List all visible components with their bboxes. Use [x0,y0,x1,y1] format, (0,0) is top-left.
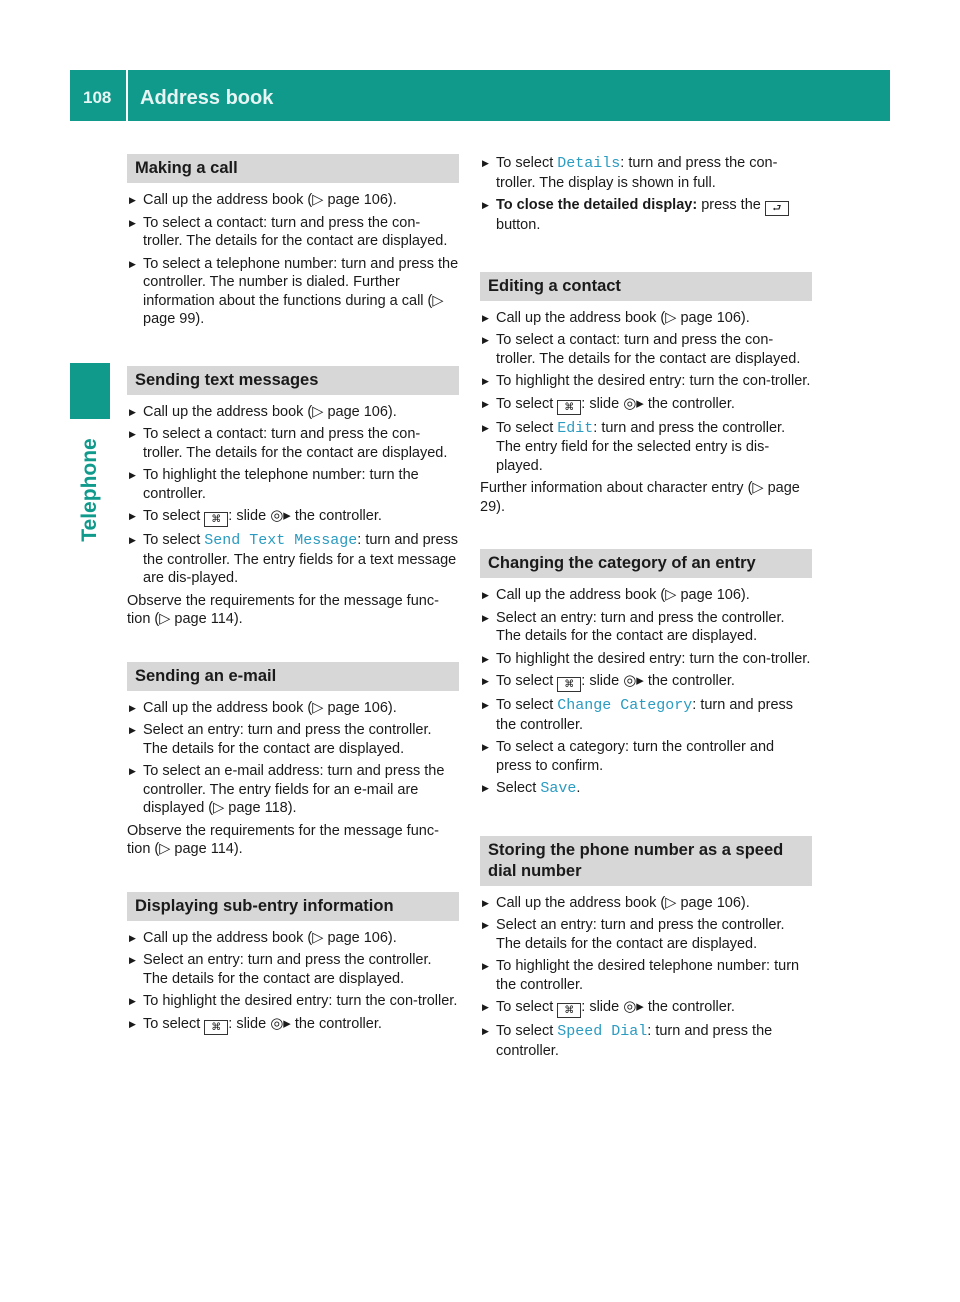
step: ▶ Call up the address book (▷ page 106). [127,699,459,718]
section-speed-dial [480,836,812,1061]
note: Further information about character entry (▷ page 29). [480,480,800,515]
step: ▶ To select a contact: turn and press the con-troller. The details for the contact are displayed. [127,214,459,251]
menu-item-send-text-message: Send Text Message [204,532,358,549]
menu-item-edit: Edit [557,419,594,437]
telephone-key-icon: ⌘ [204,1020,228,1035]
step: ▶ Call up the address book (▷ page 106). [127,929,459,948]
step: ▶ Call up the address book (▷ page 106). [480,586,812,605]
left-column [127,154,459,1039]
telephone-key-icon: ⌘ [204,512,228,527]
side-tab-text: Telephone [78,438,101,542]
telephone-key-icon: ⌘ [557,400,581,415]
step: ▶ To select an e-mail address: turn and press the controller. The entry fields for an e-mail are displayed (▷ page 118). [127,762,459,818]
section-title: Changing the category of an entry [480,549,812,578]
step: ▶ Call up the address book (▷ page 106). [480,894,812,913]
step: ▶ Call up the address book (▷ page 106). [127,191,459,210]
section-sending-text [127,366,459,629]
section-making-call [127,154,459,329]
step: ▶ To close the detailed display: press the ⮐ button. [480,196,812,235]
side-tab-marker [70,363,110,419]
menu-item-speed-dial: Speed Dial [557,1023,648,1040]
side-tab-label [70,425,110,555]
step: ▶ To highlight the desired entry: turn the con-troller. [480,372,812,391]
section-changing-category [480,549,812,799]
telephone-key-icon: ⌘ [557,1003,581,1018]
step: ▶ Select an entry: turn and press the controller. The details for the contact are displayed. [480,609,812,646]
controller-slide-icon: ◎▸ [623,672,644,689]
step: ▶ Select Save. [480,779,812,799]
controller-slide-icon: ◎▸ [270,507,291,524]
step: ▶ To select a category: turn the controller and press to confirm. [480,738,812,775]
page-title: Address book [140,87,274,109]
step: ▶ To select Send Text Message: turn and press the controller. The entry fields for a text message are dis-played. [127,531,459,588]
step: ▶ To select a contact: turn and press the con-troller. The details for the contact are displayed. [127,425,459,462]
step: ▶ Select an entry: turn and press the controller. The details for the contact are displayed. [480,916,812,953]
section-editing-contact [480,272,812,517]
section-title: Displaying sub-entry information [127,892,459,921]
section-title: Sending text messages [127,366,459,395]
header-divider [126,70,128,121]
menu-item-change-category: Change Category [557,697,693,714]
step: ▶ Call up the address book (▷ page 106). [480,309,812,328]
step: ▶ To select Edit: turn and press the controller. The entry field for the selected entry is dis-played. [480,419,812,476]
controller-slide-icon: ◎▸ [623,394,644,412]
step: ▶ To select Speed Dial: turn and press the controller. [480,1022,812,1060]
page-header [70,70,890,121]
step: ▶ Select an entry: turn and press the controller. The details for the contact are displayed. [127,721,459,758]
page-number: 108 [83,88,112,107]
step: ▶ Select an entry: turn and press the controller. The details for the contact are displayed. [127,951,459,988]
step: ▶ To highlight the desired entry: turn the con-troller. [480,650,812,669]
section-title: Making a call [127,154,459,183]
step: ▶ To highlight the desired telephone number: turn the controller. [480,957,812,994]
menu-item-save: Save [540,780,577,797]
step: ▶ To select ⌘ : slide ◎▸ the controller. [127,1015,459,1035]
step: ▶ To highlight the desired entry: turn the con-troller. [127,992,459,1011]
controller-slide-icon: ◎▸ [623,998,644,1015]
step: ▶ To highlight the telephone number: turn the controller. [127,466,459,503]
step: ▶ To select Change Category: turn and press the controller. [480,696,812,734]
note: Observe the requirements for the message func-tion (▷ page 114). [127,822,439,857]
section-sending-email [127,662,459,859]
section-title: Editing a contact [480,272,812,301]
section-title: Storing the phone number as a speed dial number [480,836,812,886]
right-column [480,154,812,1064]
back-key-icon: ⮐ [765,201,789,216]
menu-item-details: Details [557,155,621,172]
step: ▶ To select ⌘ : slide ◎▸ the controller. [127,507,459,527]
step: ▶ Call up the address book (▷ page 106). [127,403,459,422]
section-sub-entry [127,892,459,1035]
step: ▶ To select a contact: turn and press the con-troller. The details for the contact are displayed. [480,331,812,368]
section-title: Sending an e-mail [127,662,459,691]
step: ▶ To select a telephone number: turn and press the controller. The number is dialed. Further information about the functions during a call (▷ page 99). [127,255,459,329]
controller-slide-icon: ◎▸ [270,1014,291,1032]
step: ▶ To select Details: turn and press the con-troller. The display is shown in full. [480,154,812,192]
step: ▶ To select ⌘ : slide ◎▸ the controller. [480,672,812,692]
step: ▶ To select ⌘ : slide ◎▸ the controller. [480,998,812,1018]
note: Observe the requirements for the message func-tion (▷ page 114). [127,592,439,627]
telephone-key-icon: ⌘ [557,677,581,692]
step: ▶ To select ⌘ : slide ◎▸ the controller. [480,395,812,415]
